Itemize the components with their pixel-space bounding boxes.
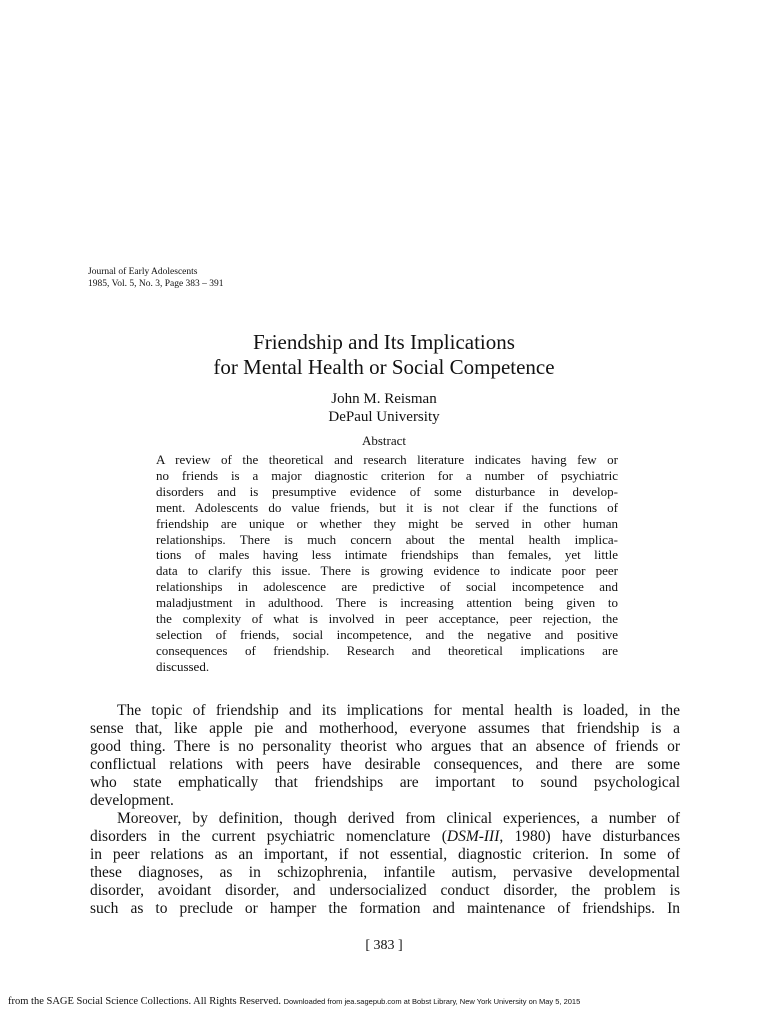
abstract-line: relationships. There is much concern about the mental health implica- xyxy=(156,531,618,547)
article-title xyxy=(0,330,768,380)
line-text: disorders in the current psychiatric nomenclature ( xyxy=(90,828,447,845)
paragraph-line: conflictual relations with peers have desirable consequences, and there are some xyxy=(90,756,680,773)
paragraph-line: such as to preclude or hamper the formation and maintenance of friendships. In xyxy=(90,900,680,917)
copyright-notice: from the SAGE Social Science Collections. All Rights Reserved. xyxy=(8,996,281,1007)
abstract-line: selection of friends, social incompetence, and the negative and positive xyxy=(156,626,618,642)
abstract-line: A review of the theoretical and research literature indicates having few or xyxy=(156,452,618,467)
paragraph-line xyxy=(90,828,680,846)
paragraph-line: The topic of friendship and its implications for mental health is loaded, in the xyxy=(117,702,680,719)
abstract-heading: Abstract xyxy=(361,433,407,448)
page-number: [ 383 ] xyxy=(365,938,403,953)
paragraph-line: disorder, avoidant disorder, and undersocialized conduct disorder, the problem is xyxy=(90,882,680,899)
abstract-line: consequences of friendship. Research and theoretical implications are xyxy=(156,642,618,658)
author-block xyxy=(0,390,768,426)
paragraph-line: good thing. There is no personality theorist who argues that an absence of friends or xyxy=(90,738,680,755)
dsm-citation-italic: DSM-III xyxy=(446,828,500,845)
article-title-line-2: for Mental Health or Social Competence xyxy=(213,355,555,379)
paragraph-line: development. xyxy=(90,792,174,809)
author-affiliation: DePaul University xyxy=(328,409,440,425)
abstract-line: relationships in adolescence are predictive of social incompetence and xyxy=(156,579,618,595)
abstract-line: tions of males having less intimate friendships than females, yet little xyxy=(156,547,618,563)
abstract-line: disorders and is presumptive evidence of some disturbance in develop- xyxy=(156,483,618,499)
abstract-line: discussed. xyxy=(156,658,210,674)
paragraph-2 xyxy=(90,810,680,918)
paragraph-1 xyxy=(90,702,680,810)
paragraph-line: Moreover, by definition, though derived from clinical experiences, a number of xyxy=(117,810,680,827)
paragraph-line: who state emphatically that friendships are important to sound psychological xyxy=(90,774,680,791)
download-stamp: Downloaded from jea.sagepub.com at Bobst Library, New York University on May 5, 2015 xyxy=(283,997,581,1006)
abstract-line: data to clarify this issue. There is growing evidence to indicate poor peer xyxy=(156,563,618,579)
abstract-line: friendship are unique or whether they might be served in other human xyxy=(156,515,618,531)
abstract-text xyxy=(156,452,618,675)
paragraph-line: these diagnoses, as in schizophrenia, infantile autism, pervasive developmental xyxy=(90,864,680,881)
abstract-line: ment. Adolescents do value friends, but it is not clear if the functions of xyxy=(156,499,618,515)
abstract-line: maladjustment in adulthood. There is increasing attention being given to xyxy=(156,595,618,611)
paragraph-line: sense that, like apple pie and motherhood, everyone assumes that friendship is a xyxy=(90,720,680,737)
journal-name: Journal of Early Adolescents xyxy=(88,267,198,277)
journal-volume-info: 1985, Vol. 5, No. 3, Page 383 – 391 xyxy=(88,279,224,289)
line-text: , 1980) have disturbances xyxy=(499,828,680,845)
author-name: John M. Reisman xyxy=(331,391,437,407)
footer xyxy=(8,996,580,1007)
journal-citation xyxy=(88,266,224,290)
abstract-line: the complexity of what is involved in peer acceptance, peer rejection, the xyxy=(156,611,618,627)
body-text xyxy=(90,702,680,918)
paragraph-line: in peer relations as an important, if not essential, diagnostic criterion. In some of xyxy=(90,846,680,863)
article-title-line-1: Friendship and Its Implications xyxy=(253,330,515,354)
abstract-line: no friends is a major diagnostic criterion for a number of psychiatric xyxy=(156,467,618,483)
